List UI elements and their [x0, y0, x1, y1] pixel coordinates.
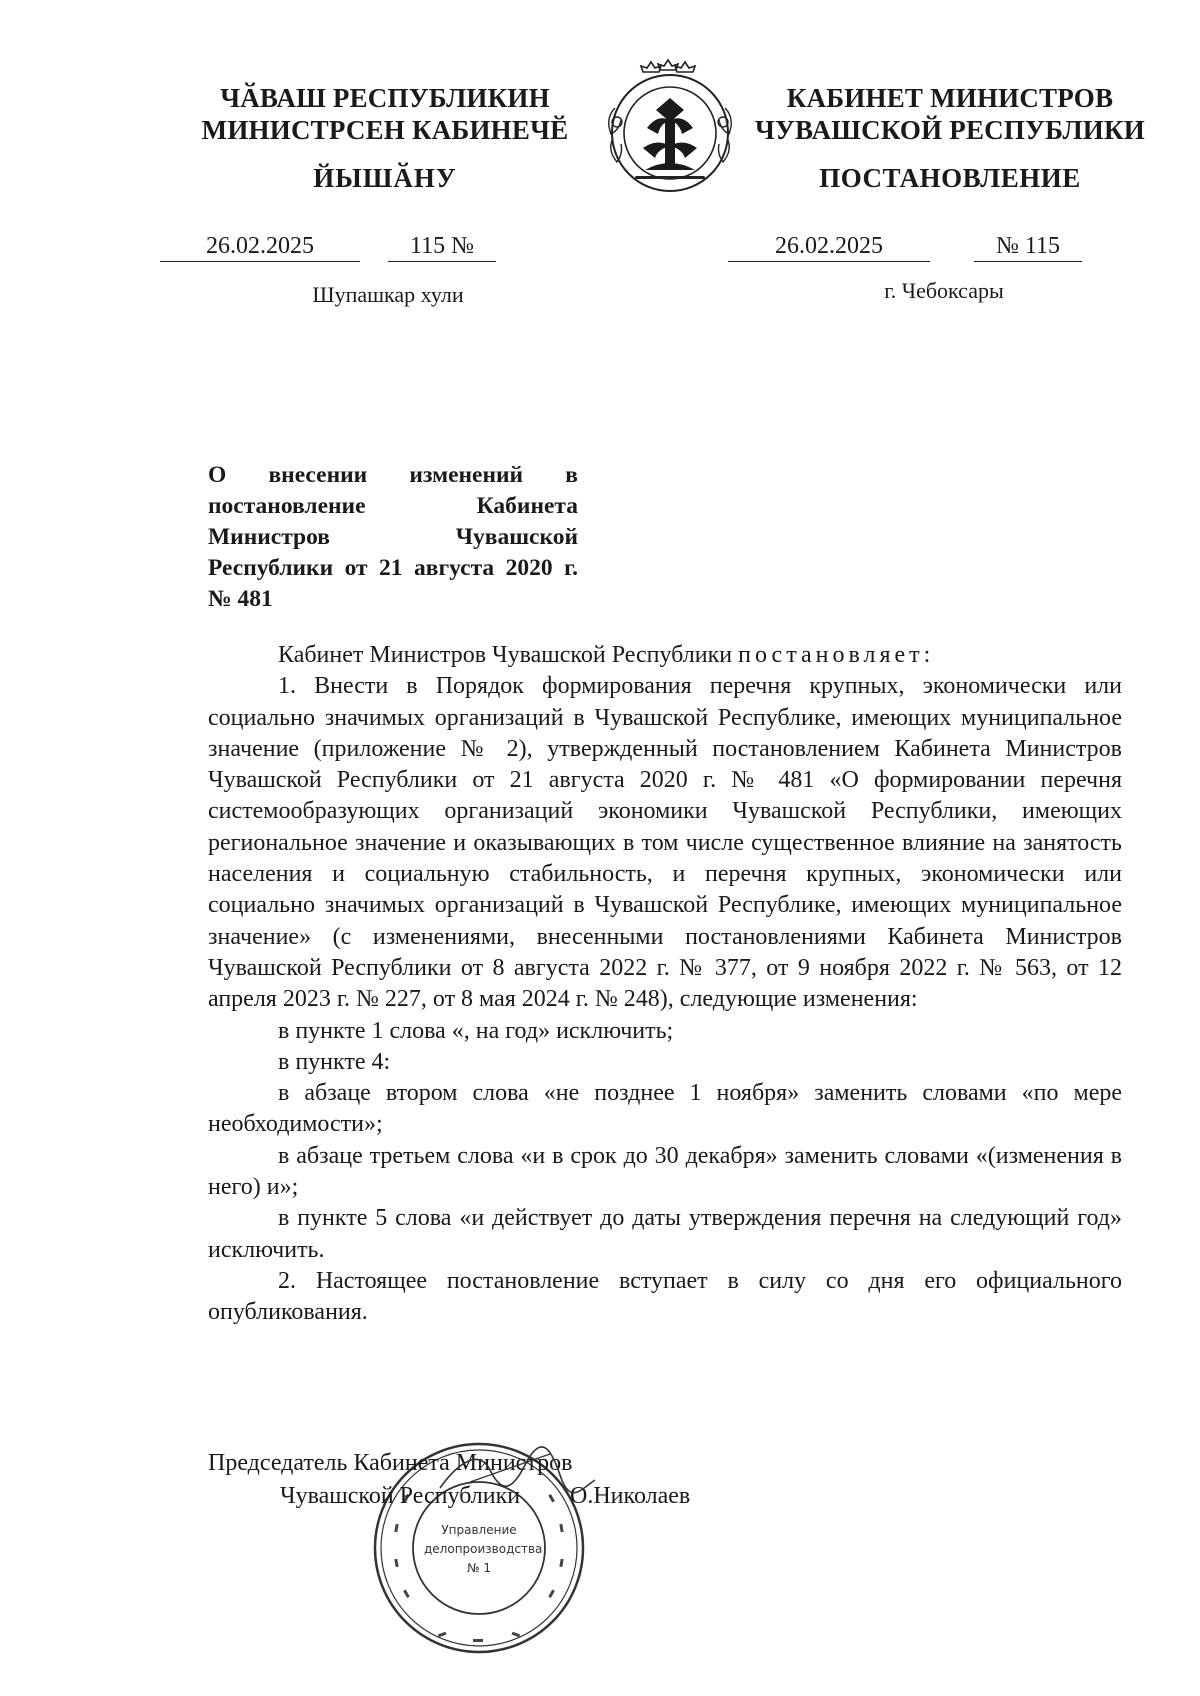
paragraph-2: в пункте 1 слова «, на год» исключить;	[278, 1017, 674, 1044]
handwritten-signature	[430, 1440, 600, 1500]
signature-title-line2: Чувашской Республики	[280, 1483, 521, 1509]
right-number-field: № 115	[974, 232, 1082, 262]
stamp-line1: Управление	[441, 1523, 517, 1537]
paragraph-7: 2. Настоящее постановление вступает в силу со дня его официального опубликования.	[208, 1267, 1122, 1326]
left-city: Шупашкар хули	[312, 282, 464, 307]
chuvash-coat-of-arms-icon	[595, 58, 745, 198]
right-header-line1: КАБИНЕТ МИНИСТРОВ	[786, 83, 1114, 113]
right-date-field: 26.02.2025	[728, 232, 930, 262]
paragraph-5: в абзаце третьем слова «и в срок до 30 декабря» заменить словами «(изменения в него) и»;	[208, 1142, 1122, 1201]
signature-title-line1: Председатель Кабинета Министров	[208, 1450, 573, 1476]
left-header-line1: ЧӐВАШ РЕСПУБЛИКИН	[220, 83, 550, 113]
left-header-line2: МИНИСТРСЕН КАБИНЕЧӖ	[201, 115, 569, 145]
signature-name: О.Николаев	[570, 1483, 691, 1509]
right-doc-type: ПОСТАНОВЛЕНИЕ	[819, 163, 1081, 193]
intro-verb: постановляет:	[738, 642, 935, 668]
intro-prefix: Кабинет Министров Чувашской Республики	[278, 642, 739, 668]
left-date-field: 26.02.2025	[160, 232, 360, 262]
stamp-line2: делопроизводства	[424, 1542, 543, 1556]
paragraph-3: в пункте 4:	[278, 1048, 391, 1075]
document-body	[208, 640, 1122, 1329]
stamp-line3: № 1	[467, 1561, 491, 1575]
left-header-org	[190, 82, 580, 146]
left-number-field: 115 №	[388, 232, 496, 262]
right-city: г. Чебоксары	[884, 278, 1004, 303]
left-doc-type: ЙЫШӐНУ	[313, 163, 457, 193]
right-header-line2: ЧУВАШСКОЙ РЕСПУБЛИКИ	[755, 115, 1145, 145]
right-header-org	[750, 82, 1150, 146]
intro-paragraph	[208, 640, 1122, 671]
document-title: О внесении изменений в постановление Кабинета Министров Чувашской Республики от 21 августа 2020 г. № 481	[208, 462, 578, 612]
paragraph-4: в абзаце втором слова «не позднее 1 ноября» заменить словами «по мере необходимости»;	[208, 1080, 1122, 1138]
paragraph-1: 1. Внести в Порядок формирования перечня крупных, экономически или социально значимых организаций в Чувашской Республике, имеющих муниципальное значение (приложение № 2), утвержденный постановлением Кабинета Министров Чувашской Республики от 21 августа 2020 г. № 481 «О формировании перечня системообразующих организаций экономики Чувашской Республики, имеющих региональное значение и оказывающих в том числе существенное влияние на занятость населения и социальную стабильность, и перечня крупных, экономически или социально значимых организаций в Чувашской Республике, имеющих муниципальное значение» (с изменениями, внесенными постановлениями Кабинета Министров Чувашской Республики от 8 августа 2022 г. № 377, от 9 ноября 2022 г. № 563, от 12 апреля 2023 г. № 227, от 8 мая 2024 г. № 248), следующие изменения:	[208, 673, 1122, 1013]
paragraph-6: в пункте 5 слова «и действует до даты утверждения перечня на следующий год» исключить.	[208, 1205, 1122, 1263]
